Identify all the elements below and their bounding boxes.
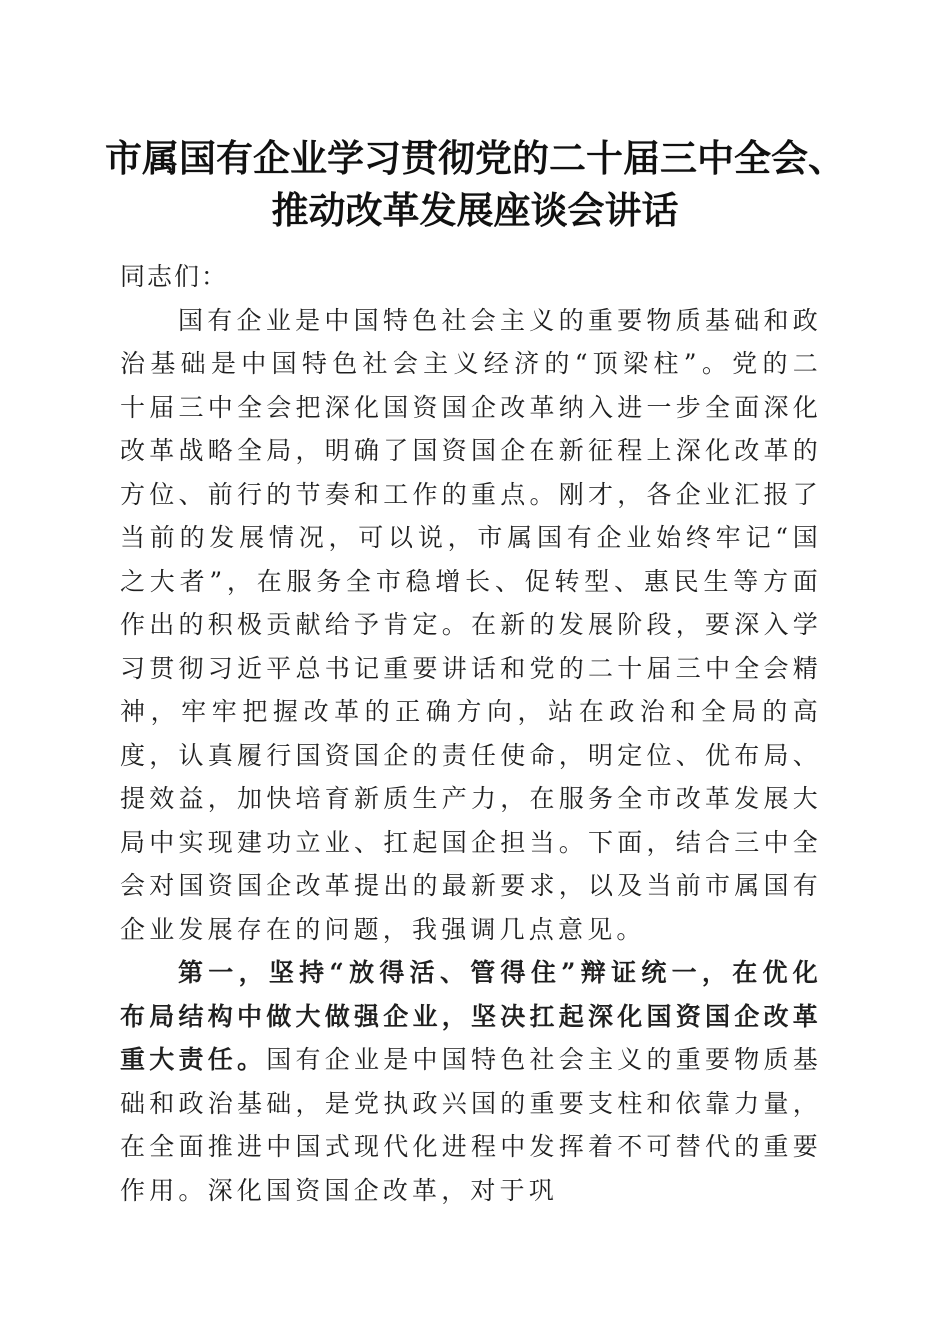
paragraph-2-text: 国有企业是中国特色社会主义的重要物质基础和政治基础，是党执政兴国的重要支柱和依靠力量，在全面推进中国式现代化进程中发挥着不可替代的重要作用。深化国资国企改革，对于巩 — [120, 1045, 822, 1205]
title-line-1: 市属国有企业学习贯彻党的二十届三中全会、 — [105, 136, 845, 180]
paragraph-2 — [120, 951, 822, 1212]
document-title — [100, 132, 850, 236]
paragraph-1: 国有企业是中国特色社会主义的重要物质基础和政治基础是中国特色社会主义经济的“顶梁柱”。党的二十届三中全会把深化国资国企改革纳入进一步全面深化改革战略全局，明确了国资国企在新征程上深化改革的方位、前行的节奏和工作的重点。刚才，各企业汇报了当前的发展情况，可以说，市属国有企业始终牢记“国之大者”，在服务全市稳增长、促转型、惠民生等方面作出的积极贡献给予肯定。在新的发展阶段，要深入学习贯彻习近平总书记重要讲话和党的二十届三中全会精神，牢牢把握改革的正确方向，站在政治和全局的高度，认真履行国资国企的责任使命，明定位、优布局、提效益，加快培育新质生产力，在服务全市改革发展大局中实现建功立业、扛起国企担当。下面，结合三中全会对国资国企改革提出的最新要求，以及当前市属国有企业发展存在的问题，我强调几点意见。 — [120, 305, 822, 944]
document-body — [120, 255, 822, 1212]
paragraph-2-lead: 第一，坚持“放得活、管得住”辩证统一，在优化布局结构中做大做强企业，坚决扛起深化国资国企改革重大责任。 — [120, 958, 822, 1074]
greeting: 同志们： — [120, 262, 229, 291]
title-line-2: 推动改革发展座谈会讲话 — [271, 188, 679, 232]
